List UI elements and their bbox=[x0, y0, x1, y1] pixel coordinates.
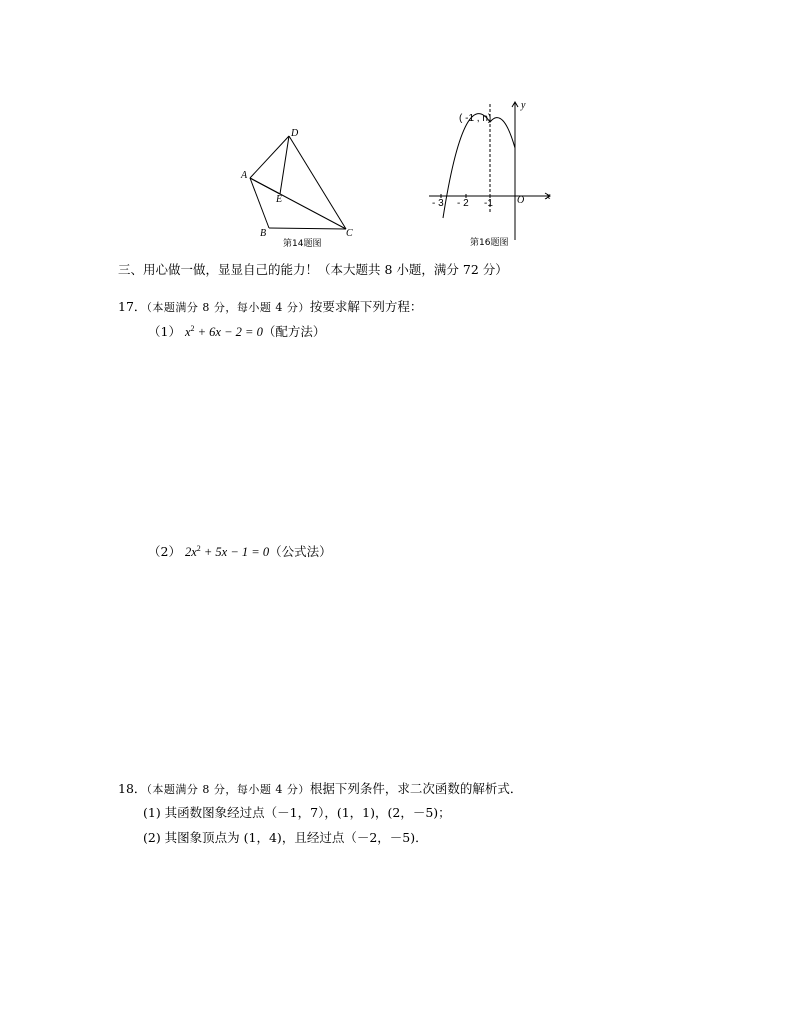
q17-part1 bbox=[148, 322, 325, 340]
segment-dc bbox=[289, 136, 346, 229]
segment-ae bbox=[250, 178, 280, 194]
point-label-b: B bbox=[260, 228, 267, 239]
figure-16-diagram bbox=[425, 100, 560, 250]
q17-part2-index: （2） bbox=[148, 544, 181, 559]
parabola-curve bbox=[443, 114, 515, 218]
section-heading: 三、用心做一做，显显自己的能力！（本大题共 8 小题，满分 72 分） bbox=[118, 262, 508, 277]
tick-label-neg2: - 2 bbox=[457, 198, 469, 209]
q17-score: （本题满分 8 分，每小题 4 分） bbox=[146, 301, 310, 314]
q18-part2: (2) 其图象顶点为 (1，4)，且经过点（－2，－5)． bbox=[143, 830, 428, 845]
tick-label-neg1: -1 bbox=[484, 198, 493, 209]
point-label-a: A bbox=[241, 170, 248, 181]
point-label-e: E bbox=[276, 194, 283, 205]
q17-part1-index: （1） bbox=[148, 324, 181, 339]
origin-label: O bbox=[517, 195, 525, 206]
y-axis-label: y bbox=[521, 100, 526, 111]
segment-bc bbox=[269, 228, 346, 229]
tick-label-neg3: - 3 bbox=[432, 198, 444, 209]
q18-header bbox=[118, 779, 522, 797]
q17-part2 bbox=[148, 542, 332, 560]
figure-16-caption: 第16题图 bbox=[470, 238, 509, 248]
q17-header bbox=[118, 297, 422, 315]
figure-16 bbox=[425, 100, 560, 250]
figure-14-caption: 第14题图 bbox=[283, 239, 322, 249]
point-label-c: C bbox=[346, 228, 353, 239]
q18-score: （本题满分 8 分，每小题 4 分） bbox=[146, 783, 310, 796]
q17-part2-method: （公式法） bbox=[269, 544, 332, 559]
q17-part2-equation: $2x^2 + 5x - 1 = 0$ bbox=[184, 543, 270, 559]
figure-14 bbox=[236, 128, 366, 248]
q17-part1-equation: $x^2 + 6x - 2 = 0$ bbox=[184, 323, 263, 339]
point-label-d: D bbox=[291, 128, 299, 139]
q18-number: 18． bbox=[118, 781, 147, 796]
q18-part1: (1) 其函数图象经过点（－1，7），(1，1)，(2，－5)； bbox=[143, 805, 451, 820]
segment-ab bbox=[250, 178, 269, 228]
q18-instruction: 根据下列条件，求二次函数的解析式． bbox=[309, 781, 523, 796]
q17-number: 17． bbox=[118, 299, 147, 314]
q17-instruction: 按要求解下列方程： bbox=[309, 299, 423, 314]
q17-part1-method: （配方法） bbox=[262, 324, 326, 339]
vertex-label: ( -1 , n) bbox=[459, 113, 492, 124]
x-axis-label: x bbox=[546, 191, 551, 202]
